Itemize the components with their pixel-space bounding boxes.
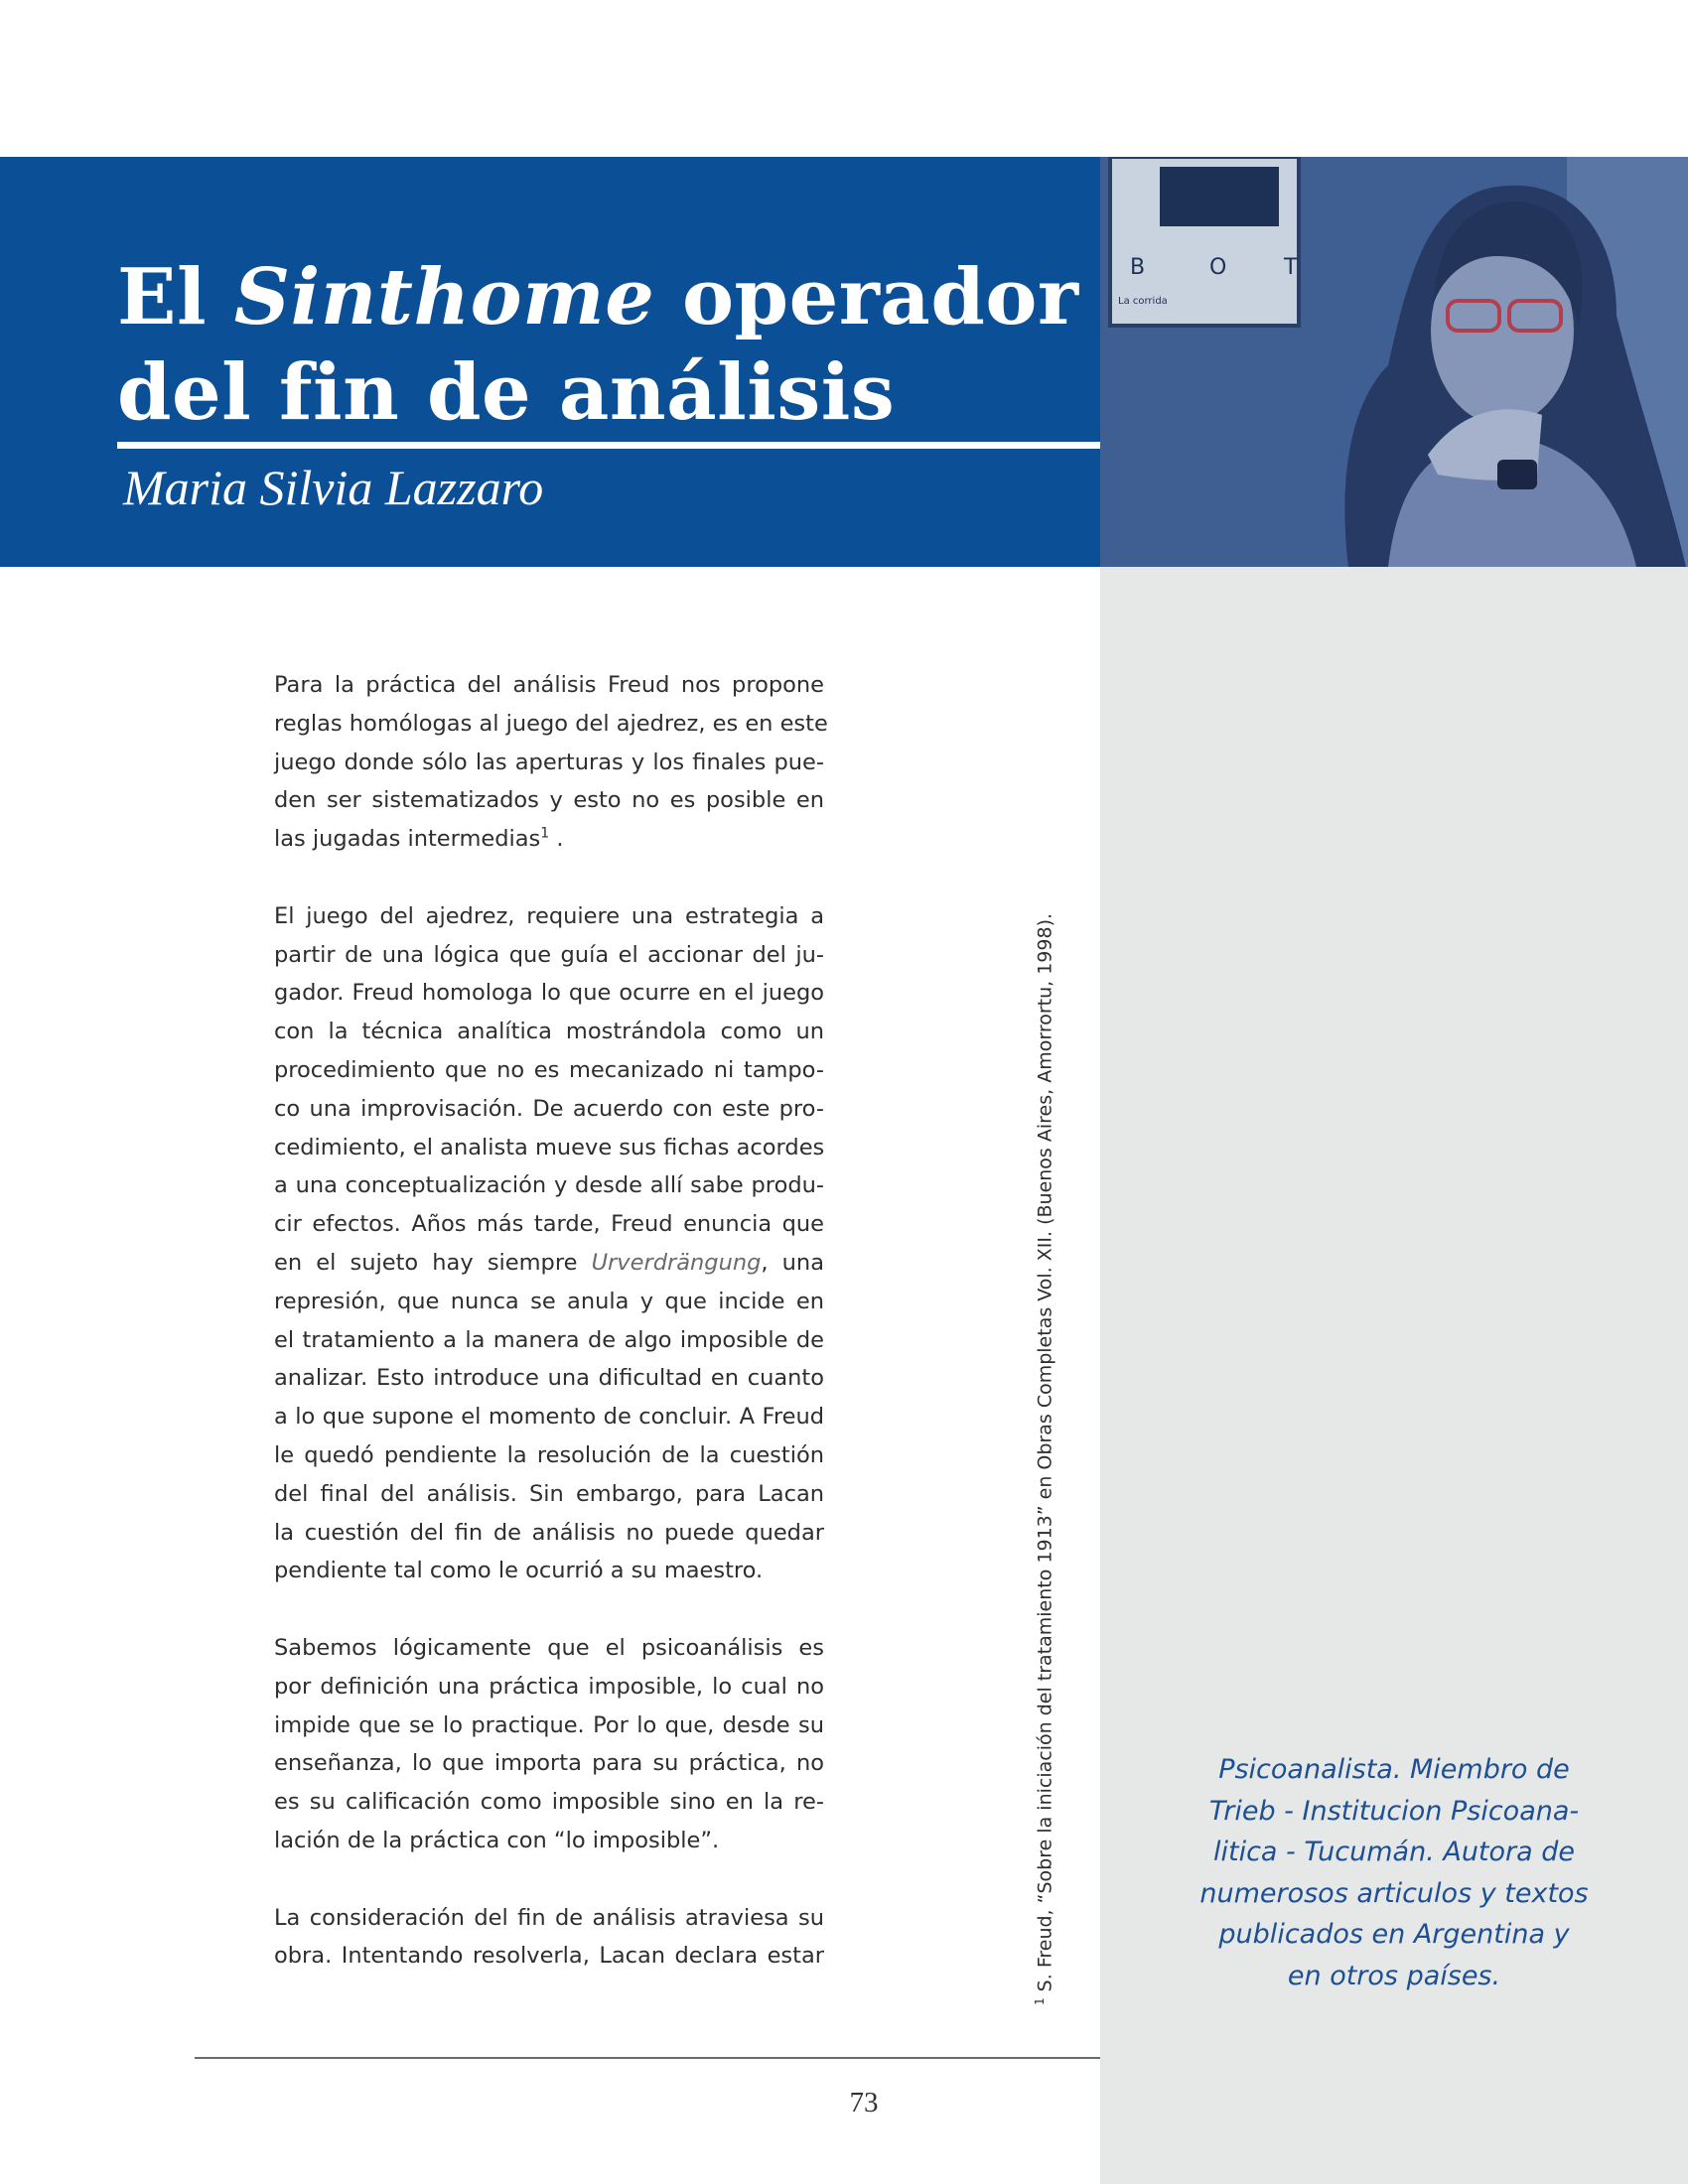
- footer-divider: [195, 2057, 1100, 2059]
- text-line: la cuestión del fin de análisis no puede quedar: [274, 1519, 824, 1546]
- text-line: [274, 820, 824, 859]
- text-line: reglas homólogas al juego del ajedrez, es en este: [274, 710, 828, 737]
- title-line-2: del fin de análisis: [117, 347, 896, 438]
- bio-line: en otros países.: [1287, 1960, 1501, 1991]
- text-line: co una improvisación. De acuerdo con este pro-: [274, 1095, 824, 1122]
- bio-line: numerosos articulos y textos: [1199, 1877, 1589, 1909]
- text-line: [274, 1244, 824, 1283]
- text-line: Sabemos lógicamente que el psicoanálisis es: [274, 1634, 824, 1661]
- text-fragment: las jugadas intermedias: [274, 826, 541, 853]
- bio-line: Psicoanalista. Miembro de: [1218, 1754, 1570, 1785]
- text-line: analizar. Esto introduce una dificultad en cuanto: [274, 1365, 824, 1392]
- title-divider: [117, 442, 1100, 449]
- title-italic-word: Sinthome: [233, 252, 655, 342]
- paragraph-1: [274, 666, 828, 859]
- bio-line: Trieb - Institucion Psicoana-: [1208, 1795, 1580, 1827]
- poster-caption: La corrida: [1118, 296, 1168, 307]
- bio-line: litica - Tucumán. Autora de: [1212, 1837, 1576, 1867]
- text-line: den ser sistematizados y esto no es posible en: [274, 787, 824, 814]
- poster-letter-b: B: [1130, 255, 1146, 280]
- text-line: del final del análisis. Sin embargo, para Lacan: [274, 1480, 824, 1507]
- text-line: con la técnica analítica mostrándola como un: [274, 1019, 824, 1045]
- title-line-1: [117, 250, 1078, 345]
- text-fragment: en el sujeto hay siempre: [274, 1249, 592, 1276]
- paragraph-3: [274, 1629, 824, 1860]
- article-title: [117, 250, 1078, 441]
- text-line: cedimiento, el analista mueve sus fichas acordes: [274, 1134, 825, 1160]
- footnote-text: S. Freud, “Sobre la iniciación del tratamiento 1913” en Obras Completas Vol. XII. (Buenos Aires, Amorrortu, 1998).: [1034, 912, 1056, 1998]
- footnote-mark: 1: [1033, 1997, 1047, 2005]
- text-line: obra. Intentando resolverla, Lacan declara estar: [274, 1943, 824, 1970]
- text-line: por definición una práctica imposible, lo cual no: [274, 1673, 824, 1700]
- text-line: a una conceptualización y desde allí sabe produ-: [274, 1172, 824, 1199]
- text-line: cir efectos. Años más tarde, Freud enuncia que: [274, 1211, 824, 1238]
- italic-term: Urverdrängung: [591, 1249, 762, 1276]
- footnote-ref: 1: [540, 825, 550, 842]
- bio-line: publicados en Argentina y: [1218, 1919, 1570, 1950]
- author-photo-illustration: [1100, 157, 1688, 567]
- text-line: a lo que supone el momento de concluir. A Freud: [274, 1404, 824, 1431]
- text-line: gador. Freud homologa lo que ocurre en el juego: [274, 980, 824, 1007]
- text-line: El juego del ajedrez, requiere una estrategia a: [274, 902, 824, 929]
- text-line: Para la práctica del análisis Freud nos propone: [274, 672, 824, 698]
- author-name: Maria Silvia Lazzaro: [123, 460, 544, 515]
- paragraph-4: [274, 1899, 824, 1977]
- text-line: el tratamiento a la manera de algo imposible de: [274, 1326, 824, 1353]
- paragraph-2: [274, 897, 824, 1590]
- title-rest: operador: [654, 252, 1079, 342]
- text-line: pendiente tal como le ocurrió a su maestro.: [274, 1558, 764, 1584]
- text-line: La consideración del fin de análisis atraviesa su: [274, 1904, 824, 1931]
- text-line: procedimiento que no es mecanizado ni tampo-: [274, 1056, 824, 1083]
- footnote: [1033, 912, 1056, 2005]
- text-line: lación de la práctica con “lo imposible”.: [274, 1827, 720, 1853]
- text-line: impide que se lo practique. Por lo que, desde su: [274, 1711, 824, 1738]
- poster-letter-o: O: [1209, 255, 1227, 280]
- title-lead: El: [117, 252, 234, 342]
- article-body: [274, 666, 828, 2014]
- text-line: le quedó pendiente la resolución de la cuestión: [274, 1441, 824, 1468]
- text-fragment: .: [549, 826, 564, 853]
- text-fragment: , una: [761, 1249, 824, 1276]
- author-photo: [1100, 157, 1688, 567]
- author-bio: [1100, 1749, 1688, 1996]
- text-line: juego donde sólo las aperturas y los finales pue-: [274, 749, 824, 775]
- text-line: es su calificación como imposible sino en la re-: [274, 1789, 824, 1816]
- text-line: partir de una lógica que guía el accionar del ju-: [274, 941, 824, 968]
- poster-letter-t: T: [1284, 255, 1298, 280]
- page-number: 73: [849, 2087, 879, 2118]
- text-line: enseñanza, lo que importa para su práctica, no: [274, 1750, 824, 1777]
- text-line: represión, que nunca se anula y que incide en: [274, 1288, 824, 1314]
